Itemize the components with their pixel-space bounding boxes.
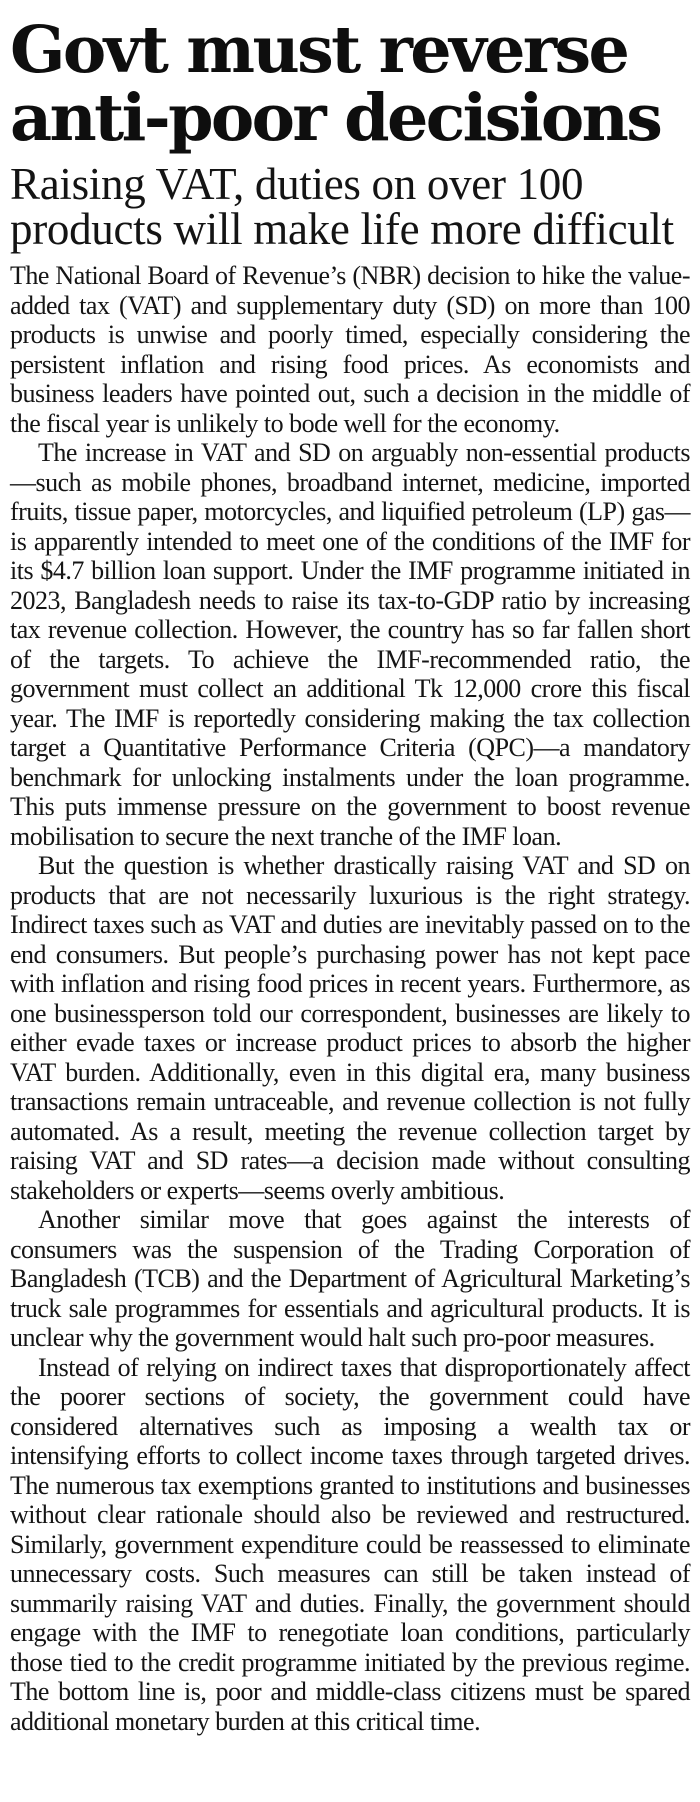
body-paragraph: Another similar move that goes against the interests of consumers was the suspension of the Trading Corporation of Bangladesh (TCB) and the Department of Agricultural Marketing’s truck sale programmes for essentials and agricultural products. It is unclear why the government would halt such pro-poor measures. <box>10 1205 690 1352</box>
editorial-article <box>10 0 690 1736</box>
body-paragraph: Instead of relying on indirect taxes that disproportionately affect the poorer sections of society, the government could have considered alternatives such as imposing a wealth tax or intensifying efforts to collect income taxes through targeted drives. The numerous tax exemptions granted to institutions and businesses without clear rationale should also be reviewed and restructured. Similarly, government expenditure could be reassessed to eliminate unnecessary costs. Such measures can still be taken instead of summarily raising VAT and duties. Finally, the government should engage with the IMF to renegotiate loan conditions, particularly those tied to the credit programme initiated by the previous regime. The bottom line is, poor and middle-class citizens must be spared additional monetary burden at this critical time. <box>10 1352 690 1736</box>
body-paragraph: The National Board of Revenue’s (NBR) decision to hike the value-added tax (VAT) and supplementary duty (SD) on more than 100 products is unwise and poorly timed, especially considering the persistent inflation and rising food prices. As economists and business leaders have pointed out, such a decision in the middle of the fiscal year is unlikely to bode well for the economy. <box>10 261 690 438</box>
article-body <box>10 261 690 1736</box>
body-paragraph: The increase in VAT and SD on arguably non-essential products—such as mobile phones, broadband internet, medicine, imported fruits, tissue paper, motorcycles, and liquified petroleum (LP) gas—is apparently intended to meet one of the conditions of the IMF for its $4.7 billion loan support. Under the IMF programme initiated in 2023, Bangladesh needs to raise its tax-to-GDP ratio by increasing tax revenue collection. However, the country has so far fallen short of the targets. To achieve the IMF-recommended ratio, the government must collect an additional Tk 12,000 crore this fiscal year. The IMF is reportedly considering making the tax collection target a Quantitative Performance Criteria (QPC)—a mandatory benchmark for unlocking instalments under the loan programme. This puts immense pressure on the government to boost revenue mobilisation to secure the next tranche of the IMF loan. <box>10 438 690 851</box>
subheadline: Raising VAT, duties on over 100 products will make life more difficult <box>10 159 674 254</box>
headline: Govt must reverse anti-poor decisions <box>10 12 661 156</box>
body-paragraph: But the question is whether drastically raising VAT and SD on products that are not necessarily luxurious is the right strategy. Indirect taxes such as VAT and duties are inevitably passed on to the end consumers. But people’s purchasing power has not kept pace with inflation and rising food prices in recent years. Furthermore, as one businessperson told our correspondent, businesses are likely to either evade taxes or increase product prices to absorb the higher VAT burden. Additionally, even in this digital era, many business transactions remain untraceable, and revenue collection is not fully automated. As a result, meeting the revenue collection target by raising VAT and SD rates—a decision made without consulting stakeholders or experts—seems overly ambitious. <box>10 851 690 1205</box>
